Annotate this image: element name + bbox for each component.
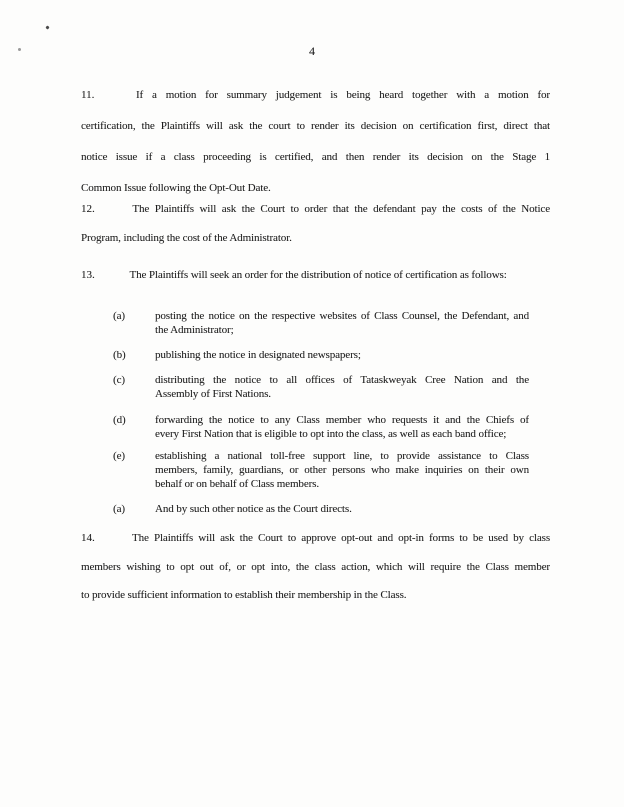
item-line: the Administrator; xyxy=(155,324,234,336)
item-letter: (a) xyxy=(113,503,125,515)
item-line: every First Nation that is eligible to opt into the class, as well as each band office; xyxy=(155,428,507,440)
paragraph-line-text: The Plaintiffs will seek an order for the distribution of notice of certification as follows: xyxy=(129,269,507,281)
item-letter: (c) xyxy=(113,374,125,386)
list-item-a xyxy=(113,309,529,337)
paragraph-12 xyxy=(81,195,550,253)
item-letter: (d) xyxy=(113,414,126,426)
paragraph-line xyxy=(81,80,550,111)
item-letter: (e) xyxy=(113,450,125,462)
paragraph-line xyxy=(81,524,550,553)
item-line: And by such other notice as the Court directs. xyxy=(155,503,352,515)
page-number: 4 xyxy=(309,44,315,58)
paragraph-line xyxy=(81,260,550,291)
list-item-c xyxy=(113,373,529,401)
paragraph-line: Program, including the cost of the Administrator. xyxy=(81,232,292,244)
item-line: forwarding the notice to any Class member who requests it and the Chiefs of xyxy=(155,414,529,426)
item-line: members, family, guardians, or other persons who make inquiries on their own xyxy=(155,464,529,476)
paragraph-line: members wishing to opt out of, or opt into, the class action, which will require the Class member xyxy=(81,560,550,573)
paragraph-13 xyxy=(81,260,550,291)
item-line: establishing a national toll-free support line, to provide assistance to Class xyxy=(155,450,529,462)
item-line: Assembly of First Nations. xyxy=(155,388,271,400)
item-letter: (a) xyxy=(113,310,125,322)
paragraph-14 xyxy=(81,524,550,610)
item-line: behalf or on behalf of Class members. xyxy=(155,478,320,490)
paragraph-line-text: The Plaintiffs will ask the Court to approve opt-out and opt-in forms to be used by class xyxy=(131,532,550,544)
paragraph-line: certification, the Plaintiffs will ask the court to render its decision on certification first, direct that xyxy=(81,120,550,132)
list-item-d xyxy=(113,413,529,441)
paragraph-number: 12. xyxy=(81,203,95,215)
list-item-e xyxy=(113,449,529,491)
paragraph-11 xyxy=(81,80,550,204)
paragraph-line-text: If a motion for summary judgement is being heard together with a motion for xyxy=(135,89,550,101)
item-line: publishing the notice in designated newspapers; xyxy=(155,349,361,361)
paragraph-line: Common Issue following the Opt-Out Date. xyxy=(81,182,271,194)
paragraph-line-text: The Plaintiffs will ask the Court to order that the defendant pay the costs of the Notice xyxy=(132,203,550,215)
list-item-a2 xyxy=(113,502,529,516)
item-line: posting the notice on the respective websites of Class Counsel, the Defendant, and xyxy=(155,310,529,322)
paragraph-number: 11. xyxy=(81,89,95,101)
paragraph-number: 13. xyxy=(81,269,95,281)
list-item-b xyxy=(113,348,529,362)
paragraph-number: 14. xyxy=(81,532,95,544)
scan-speck xyxy=(45,25,49,29)
paragraph-line: notice issue if a class proceeding is certified, and then render its decision on the Stage 1 xyxy=(81,151,550,163)
paragraph-line xyxy=(81,195,550,224)
item-line: distributing the notice to all offices of Tataskweyak Cree Nation and the xyxy=(155,374,529,386)
item-letter: (b) xyxy=(113,349,126,361)
paragraph-line: to provide sufficient information to establish their membership in the Class. xyxy=(81,589,407,601)
